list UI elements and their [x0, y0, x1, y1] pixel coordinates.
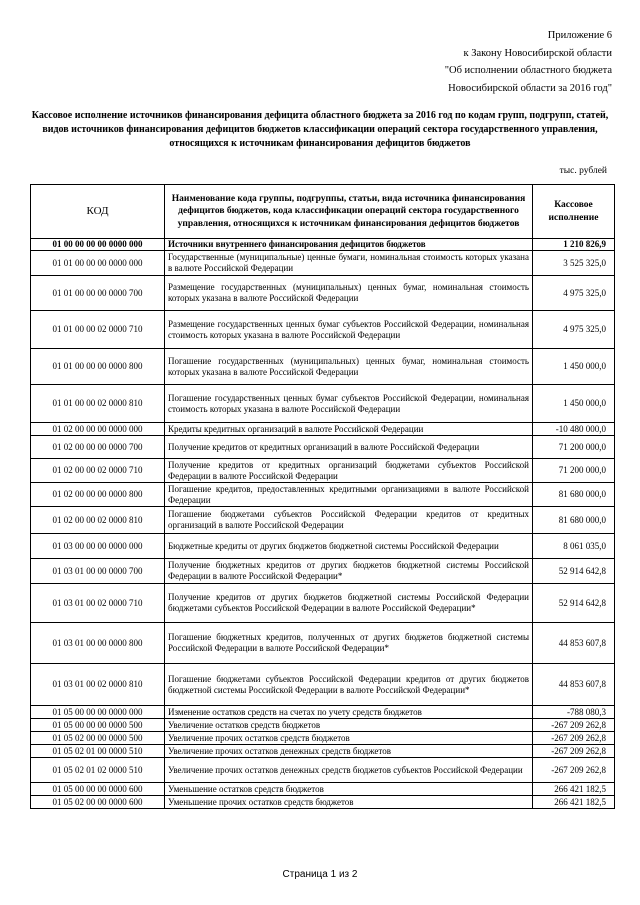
appendix-line: Новосибирской области за 2016 год": [448, 82, 612, 94]
cell-amount: 266 421 182,5: [533, 796, 615, 809]
table-row: [31, 534, 615, 559]
appendix-line: Приложение 6: [547, 30, 612, 41]
cell-amount: -267 209 262,8: [533, 745, 615, 758]
sources-table: [30, 184, 615, 809]
table-row: [31, 349, 615, 385]
table-row: [31, 758, 615, 783]
cell-amount: 266 421 182,5: [533, 783, 615, 796]
cell-name: Погашение бюджетных кредитов, полученных от других бюджетов бюджетной системы Российской Федерации в валюте Российской Федерации*: [165, 623, 533, 664]
header-amount: Кассовое исполнение: [533, 185, 615, 239]
table-row: [31, 423, 615, 436]
cell-code: 01 05 00 00 00 0000 000: [31, 706, 165, 719]
cell-amount: -788 080,3: [533, 706, 615, 719]
cell-amount: 71 200 000,0: [533, 436, 615, 459]
table-row: [31, 584, 615, 623]
table-row: [31, 311, 615, 349]
cell-name: Государственные (муниципальные) ценные бумаги, номинальная стоимость которых указана в валюте Российской Федерации: [165, 251, 533, 276]
table-row: [31, 483, 615, 507]
cell-amount: 3 525 325,0: [533, 251, 615, 276]
cell-code: 01 01 00 00 00 0000 800: [31, 349, 165, 385]
cell-amount: 1 450 000,0: [533, 349, 615, 385]
cell-code: 01 02 00 00 02 0000 710: [31, 459, 165, 483]
cell-amount: 81 680 000,0: [533, 507, 615, 534]
cell-code: 01 01 00 00 02 0000 810: [31, 385, 165, 423]
table-row: [31, 664, 615, 706]
cell-name: Уменьшение прочих остатков средств бюджетов: [165, 796, 533, 809]
cell-name: Источники внутреннего финансирования дефицитов бюджетов: [165, 239, 533, 251]
table-row: [31, 385, 615, 423]
cell-name: Бюджетные кредиты от других бюджетов бюджетной системы Российской Федерации: [165, 534, 533, 559]
cell-name: Погашение государственных (муниципальных) ценных бумаг, номинальная стоимость которых указана в валюте Российской Федерации: [165, 349, 533, 385]
cell-code: 01 05 02 00 00 0000 500: [31, 732, 165, 745]
cell-code: 01 03 01 00 00 0000 800: [31, 623, 165, 664]
table-row: [31, 796, 615, 809]
document-title: Кассовое исполнение источников финансирования дефицита областного бюджета за 2016 год по кодам групп, подгрупп, статей, видов источников финансирования дефицитов бюджетов классификации операций сектора государственного управления, относящихся к источникам финансирования дефицитов бюджетов: [31, 110, 609, 149]
cell-name: Погашение кредитов, предоставленных кредитными организациями в валюте Российской Федерации: [165, 483, 533, 507]
table-row: [31, 436, 615, 459]
table-row: [31, 459, 615, 483]
cell-name: Получение кредитов от кредитных организаций бюджетами субъектов Российской Федерации в валюте Российской Федерации: [165, 459, 533, 483]
page-footer: [0, 869, 640, 880]
cell-code: 01 02 00 00 00 0000 000: [31, 423, 165, 436]
header-name: Наименование кода группы, подгруппы, статьи, вида источника финансирования дефицитов бюджетов, кода классификации операций сектора государственного управления, относящихся к источникам финансирования дефицитов бюджетов: [165, 185, 533, 239]
table-row: [31, 559, 615, 584]
table-row: [31, 745, 615, 758]
cell-amount: 44 853 607,8: [533, 664, 615, 706]
cell-amount: -267 209 262,8: [533, 719, 615, 732]
cell-name: Размещение государственных ценных бумаг субъектов Российской Федерации, номинальная стоимость которых указана в валюте Российской Федерации: [165, 311, 533, 349]
cell-amount: 52 914 642,8: [533, 584, 615, 623]
cell-code: 01 05 02 00 00 0000 600: [31, 796, 165, 809]
cell-name: Уменьшение остатков средств бюджетов: [165, 783, 533, 796]
cell-code: 01 03 00 00 00 0000 000: [31, 534, 165, 559]
cell-code: 01 02 00 00 02 0000 810: [31, 507, 165, 534]
cell-amount: 4 975 325,0: [533, 276, 615, 311]
cell-name: Получение кредитов от других бюджетов бюджетной системы Российской Федерации бюджетами субъектов Российской Федерации в валюте Российской Федерации*: [165, 584, 533, 623]
cell-amount: 4 975 325,0: [533, 311, 615, 349]
cell-amount: 71 200 000,0: [533, 459, 615, 483]
cell-name: Погашение государственных ценных бумаг субъектов Российской Федерации, номинальная стоимость которых указана в валюте Российской Федерации: [165, 385, 533, 423]
cell-name: Увеличение прочих остатков денежных средств бюджетов субъектов Российской Федерации: [165, 758, 533, 783]
table-row: [31, 783, 615, 796]
appendix-note: [312, 27, 612, 97]
table-row: [31, 251, 615, 276]
cell-code: 01 01 00 00 00 0000 000: [31, 251, 165, 276]
cell-code: 01 02 00 00 00 0000 700: [31, 436, 165, 459]
cell-name: Погашение бюджетами субъектов Российской Федерации кредитов от кредитных организаций в валюте Российской Федерации: [165, 507, 533, 534]
cell-name: Погашение бюджетами субъектов Российской Федерации кредитов от других бюджетов бюджетной системы Российской Федерации в валюте Российской Федерации*: [165, 664, 533, 706]
cell-name: Увеличение прочих остатков средств бюджетов: [165, 732, 533, 745]
cell-name: Увеличение прочих остатков денежных средств бюджетов: [165, 745, 533, 758]
cell-code: 01 01 00 00 02 0000 710: [31, 311, 165, 349]
cell-amount: -10 480 000,0: [533, 423, 615, 436]
header-code: КОД: [31, 185, 165, 239]
cell-code: 01 01 00 00 00 0000 700: [31, 276, 165, 311]
table-row: [31, 719, 615, 732]
table-body: [31, 239, 615, 809]
cell-amount: -267 209 262,8: [533, 758, 615, 783]
cell-amount: 52 914 642,8: [533, 559, 615, 584]
cell-amount: 81 680 000,0: [533, 483, 615, 507]
table-row: [31, 623, 615, 664]
cell-amount: 8 061 035,0: [533, 534, 615, 559]
cell-name: Кредиты кредитных организаций в валюте Российской Федерации: [165, 423, 533, 436]
cell-amount: -267 209 262,8: [533, 732, 615, 745]
cell-code: 01 05 02 01 02 0000 510: [31, 758, 165, 783]
units-label: тыс. рублей: [559, 166, 607, 176]
table-row: [31, 239, 615, 251]
cell-code: 01 03 01 00 00 0000 700: [31, 559, 165, 584]
appendix-line: "Об исполнении областного бюджета: [444, 65, 612, 76]
cell-amount: 44 853 607,8: [533, 623, 615, 664]
cell-code: 01 00 00 00 00 0000 000: [31, 239, 165, 251]
table-header-row: [31, 185, 615, 239]
cell-amount: 1 210 826,9: [533, 239, 615, 251]
cell-code: 01 02 00 00 00 0000 800: [31, 483, 165, 507]
cell-name: Изменение остатков средств на счетах по учету средств бюджетов: [165, 706, 533, 719]
table-row: [31, 732, 615, 745]
cell-amount: 1 450 000,0: [533, 385, 615, 423]
cell-code: 01 03 01 00 02 0000 710: [31, 584, 165, 623]
cell-name: Увеличение остатков средств бюджетов: [165, 719, 533, 732]
cell-code: 01 05 00 00 00 0000 500: [31, 719, 165, 732]
cell-name: Получение бюджетных кредитов от других бюджетов бюджетной системы Российской Федерации в валюте Российской Федерации*: [165, 559, 533, 584]
table-row: [31, 507, 615, 534]
page-number: Страница 1 из 2: [282, 869, 358, 880]
table-row: [31, 706, 615, 719]
table-row: [31, 276, 615, 311]
cell-code: 01 05 02 01 00 0000 510: [31, 745, 165, 758]
cell-code: 01 05 00 00 00 0000 600: [31, 783, 165, 796]
cell-name: Получение кредитов от кредитных организаций в валюте Российской Федерации: [165, 436, 533, 459]
appendix-line: к Закону Новосибирской области: [463, 47, 612, 59]
cell-code: 01 03 01 00 02 0000 810: [31, 664, 165, 706]
cell-name: Размещение государственных (муниципальных) ценных бумаг, номинальная стоимость которых указана в валюте Российской Федерации: [165, 276, 533, 311]
